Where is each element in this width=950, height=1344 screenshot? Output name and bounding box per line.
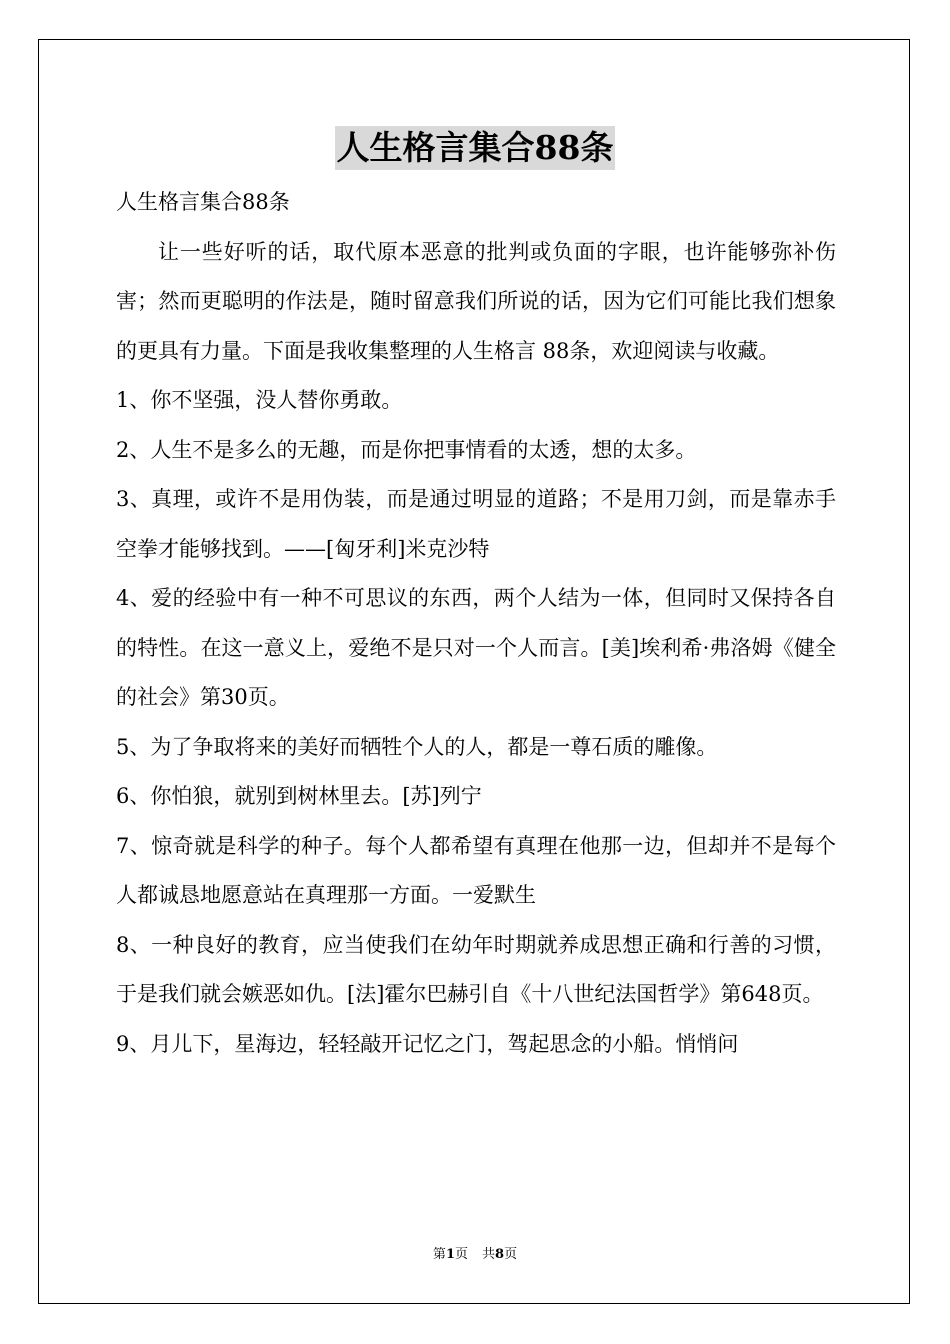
list-item: 5、为了争取将来的美好而牺牲个人的人，都是一尊石质的雕像。 [116,734,718,759]
total-unit: 页 [504,1247,518,1262]
page-label: 第 [432,1247,446,1262]
intro-paragraph: 让一些好听的话，取代原本恶意的批判或负面的字眼，也许能够弥补伤害；然而更聪明的作法是，随时留意我们所说的话，因为它们可能比我们想象的更具有力量。下面是我收集整理的人生格言 88条，欢迎阅读与收藏。 [116,239,836,363]
page-unit: 页 [454,1247,468,1262]
document-subtitle: 人生格言集合88条 [116,190,290,214]
list-item: 6、你怕狼，就别到树林里去。[苏]列宁 [116,784,482,808]
list-item: 2、人生不是多么的无趣，而是你把事情看的太透，想的太多。 [116,437,697,462]
page-current: 1 [445,1247,455,1262]
list-item: 3、真理，或许不是用伪装，而是通过明显的道路；不是用刀剑，而是靠赤手空拳才能够找到。——[匈牙利]米克沙特 [116,487,836,561]
list-item: 8、一种良好的教育，应当使我们在幼年时期就养成思想正确和行善的习惯，于是我们就会嫉恶如仇。[法]霍尔巴赫引自《十八世纪法国哲学》第648页。 [116,932,836,1006]
list-item: 4、爱的经验中有一种不可思议的东西，两个人结为一体，但同时又保持各自的特性。在这一意义上，爱绝不是只对一个人而言。[美]埃利希·弗洛姆《健全的社会》第30页。 [116,586,836,709]
page-footer [0,1246,950,1264]
page-total: 8 [495,1247,505,1262]
document-body [116,178,836,1069]
document-title: 人生格言集合88条 [335,126,616,170]
title-container [0,126,950,170]
list-item: 1、你不坚强，没人替你勇敢。 [116,388,403,412]
total-label: 共 [482,1247,496,1262]
list-item: 9、月儿下，星海边，轻轻敲开记忆之门，驾起思念的小船。悄悄问 [116,1031,739,1056]
list-item: 7、惊奇就是科学的种子。每个人都希望有真理在他那一边，但却并不是每个人都诚恳地愿意站在真理那一方面。一爱默生 [116,833,836,907]
